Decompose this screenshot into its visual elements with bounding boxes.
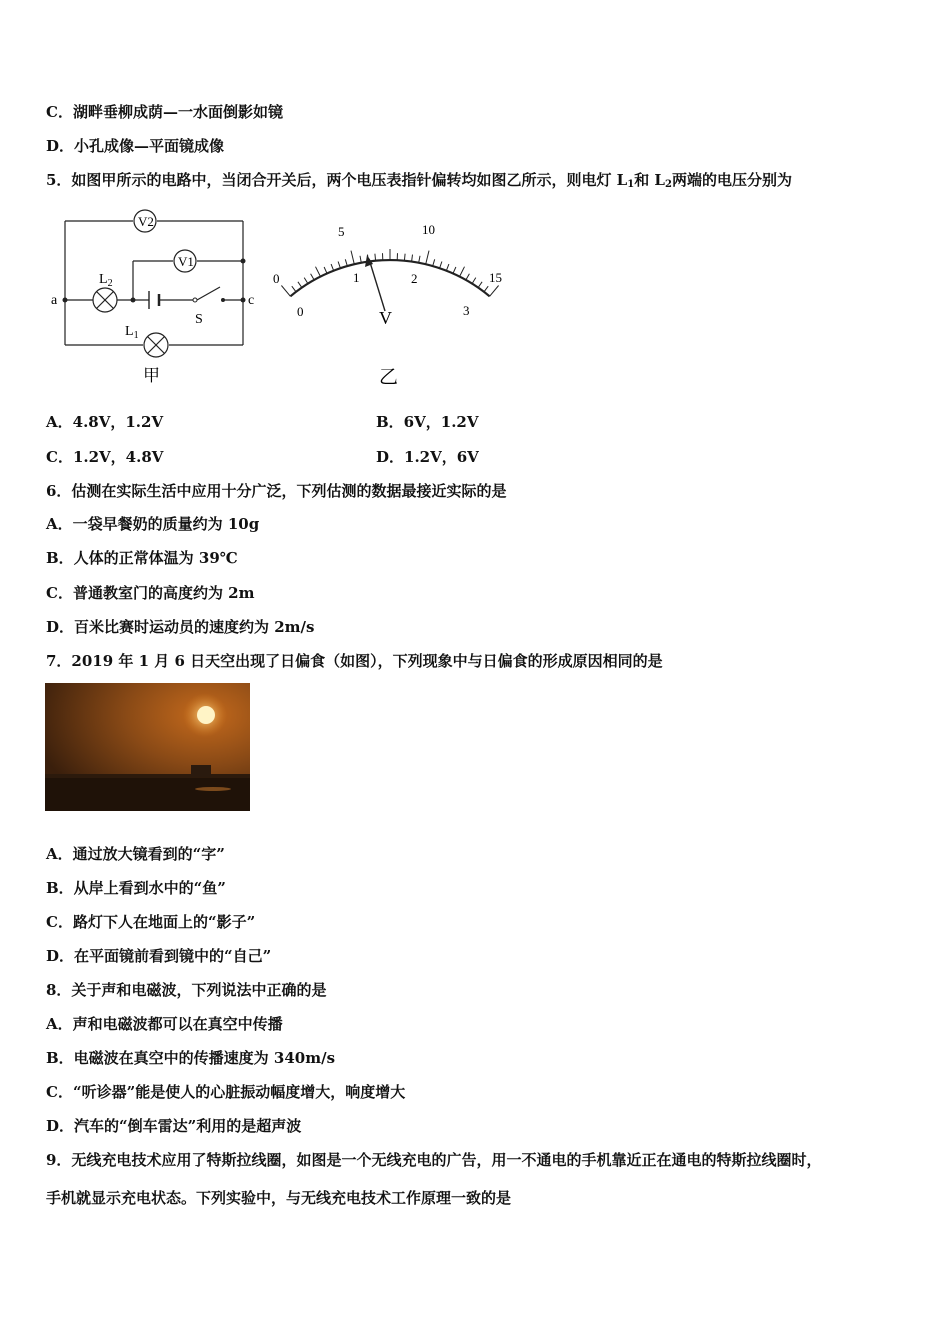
v2-label: V2 <box>138 214 154 229</box>
dial-bottom-label-3: 3 <box>463 303 470 318</box>
dial-tick <box>331 264 334 271</box>
dial-tick <box>298 282 302 288</box>
node-c-label: c <box>248 293 255 308</box>
switch-label: S <box>195 312 203 327</box>
q7-option-b: B．从岸上看到水中的“鱼” <box>46 879 226 897</box>
q8-option-a: A．声和电磁波都可以在真空中传播 <box>46 1015 283 1033</box>
prev-option-d: D．小孔成像—平面镜成像 <box>46 137 225 155</box>
q7-option-c: C．路灯下人在地面上的“影子” <box>46 913 256 931</box>
q5-stem: 5．如图甲所示的电路中，当闭合开关后，两个电压表指针偏转均如图乙所示，则电灯 $L_1$和 $L_2$两端的电压分别为 <box>46 171 792 190</box>
dial-tick <box>412 255 413 262</box>
dial-tick <box>351 251 354 265</box>
dial-top-label-10: 10 <box>422 222 435 237</box>
q5-option-c: C．1.2V，4.8V <box>46 448 164 466</box>
q5-option-d: D．1.2V，6V <box>376 448 479 466</box>
v1-label: V1 <box>178 254 194 269</box>
q5-option-a: A．4.8V，1.2V <box>46 413 164 431</box>
l2-label: $L_2$ <box>99 272 113 289</box>
dial-tick <box>446 264 449 271</box>
voltmeter-dial <box>265 215 515 390</box>
dial-tick <box>490 286 499 297</box>
dial-top-label-5: 5 <box>338 224 345 239</box>
q7-stem: 7．2019 年 1 月 6 日天空出现了日偏食（如图），下列现象中与日偏食的形成原因相同的是 <box>46 652 663 670</box>
q6-option-a: A．一袋早餐奶的质量约为 10g <box>46 515 260 533</box>
q8-option-b: B．电磁波在真空中的传播速度为 340m/s <box>46 1049 336 1067</box>
dial-top-label-0: 0 <box>273 271 280 286</box>
q9-stem-line1: 9．无线充电技术应用了特斯拉线圈，如图是一个无线充电的广告，用一不通电的手机靠近正在通电的特斯拉线圈时， <box>46 1151 822 1169</box>
node-a-label: a <box>51 293 58 308</box>
dial-tick <box>426 251 429 265</box>
solar-eclipse-photo <box>45 683 250 811</box>
dial-bottom-label-2: 2 <box>411 271 418 286</box>
q6-option-b: B．人体的正常体温为 39℃ <box>46 549 238 567</box>
dial-unit-label: V <box>379 308 392 328</box>
prev-option-c: C．湖畔垂柳成荫—一水面倒影如镜 <box>46 103 283 121</box>
dial-bottom-label-0: 0 <box>297 304 304 319</box>
dial-tick <box>316 267 321 277</box>
q8-stem: 8．关于声和电磁波，下列说法中正确的是 <box>46 981 327 999</box>
q8-option-c: C．“听诊器”能是使人的心脏振动幅度增大，响度增大 <box>46 1083 406 1101</box>
q8-option-d: D．汽车的“倒车雷达”利用的是超声波 <box>46 1117 302 1135</box>
dial-bottom-label-1: 1 <box>353 270 360 285</box>
q5-option-b: B．6V，1.2V <box>376 413 479 431</box>
q7-option-a: A．通过放大镜看到的“字” <box>46 845 225 863</box>
dial-pointer <box>369 259 385 311</box>
circuit-caption: 甲 <box>143 366 160 386</box>
circuit-diagram <box>45 205 265 390</box>
dial-tick <box>281 286 290 297</box>
q9-stem-line2: 手机就显示充电状态。下列实验中，与无线充电技术工作原理一致的是 <box>46 1189 512 1207</box>
l1-label: $L_1$ <box>125 324 139 341</box>
q6-stem: 6．估测在实际生活中应用十分广泛，下列估测的数据最接近实际的是 <box>46 482 507 500</box>
dial-tick <box>460 267 465 277</box>
dial-tick <box>478 282 482 288</box>
dial-caption: 乙 <box>379 366 399 388</box>
q6-option-d: D．百米比赛时运动员的速度约为 2m/s <box>46 618 315 636</box>
q6-option-c: C．普通教室门的高度约为 2m <box>46 584 255 602</box>
q7-option-d: D．在平面镜前看到镜中的“自己” <box>46 947 272 965</box>
dial-top-label-15: 15 <box>489 270 502 285</box>
